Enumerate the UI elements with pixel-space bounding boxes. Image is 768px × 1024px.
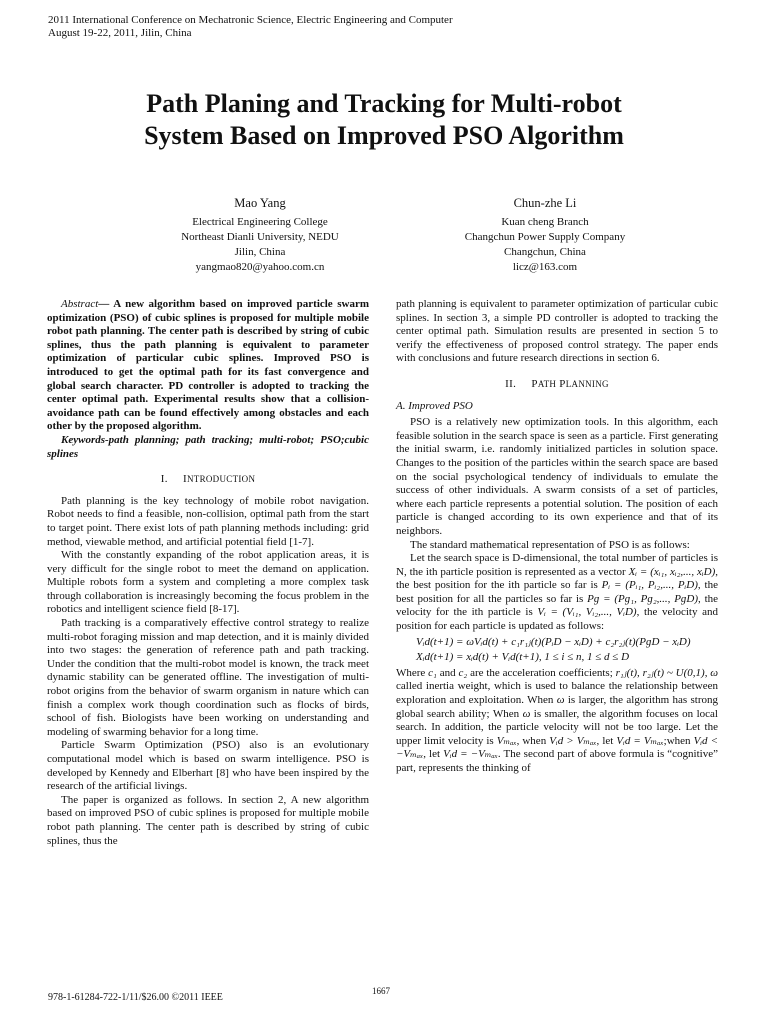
section-heading-path-planning: II. PATH PLANNING [505, 377, 609, 390]
abstract-dash: — [98, 298, 110, 310]
conference-date: August 19-22, 2011, Jilin, China [48, 27, 192, 39]
intro-paragraph: Path tracking is a comparatively effective control strategy to realize multi-robot foraging mission and map detection, and it is mainly divided into two stages: the generation of reference path and path tracking. Under the condition that the multi-robot model is known, the track meet dynamic stability can be generated offline. The investigation of multi-robot origins from the behavior of swarm organism in nature which can finish a complex work though coordination such as flocks of birds, school of fish. Biologists have been working on understanding and modeling of swarming behavior for a long time. [47, 617, 369, 738]
pso-parameter-paragraph: Where c₁ and c₂ are the acceleration coefficients; r₁ⱼ(t), r₂ⱼ(t) ~ U(0,1), ω called inertia weight, which is used to balance the relationship between exploration and exploitation. When ω is larger, the algorithm has strong global search ability; When ω is smaller, the algorithm focuses on local search. In addition, the particle velocity will not be too large. Let the upper limit velocity is Vₘₐₓ, when Vᵢd > Vₘₐₓ, let Vᵢd = Vₘₐₓ;when Vᵢd < −Vₘₐₓ, let Vᵢd = −Vₘₐₓ. The second part of above formula is “cognitive” part, represents the thinking of [396, 666, 719, 774]
author-block-1 [110, 196, 410, 275]
pso-paragraph: PSO is a relatively new optimization tools. In this algorithm, each feasible solution in the search space is seen as a particle. First generating the initial swarm, i.e. randomly initialized particles in solution space. Changes to the position of the particles within the search space are based on the social psychological tendency of individuals to emulate the success of other individuals. A swarm consists of a set of particles, where each particle represents a potential solution. The position of each particle is changed according to its own experience and that of its neighbors. [396, 416, 718, 537]
conference-header [48, 14, 453, 40]
conference-name: 2011 International Conference on Mechatronic Science, Electric Engineering and Computer [48, 14, 453, 26]
author-email[interactable]: licz@163.com [512, 261, 578, 273]
author-email[interactable]: yangmao820@yahoo.com.cn [195, 261, 325, 273]
author-block-2 [395, 196, 695, 275]
velocity-update-equation: Vᵢd(t+1) = ωVᵢd(t) + c₁r₁ⱼ(t)(PᵢD − xᵢD) + c₂r₂ⱼ(t)(PɡD − xᵢD) [416, 635, 691, 648]
velocity-vector: Vᵢ = (Vᵢ₁, Vᵢ₂,..., VᵢD) [537, 606, 637, 619]
author-city: Changchun, China [504, 246, 586, 258]
intro-paragraph: With the constantly expanding of the robot application areas, it is very difficult for the single robot to meet the demand on application. Multiple robots form a system and completing a more complex task through collaboration is increasingly becoming the focus problem in the robotics and intelligent science field [8-17]. [47, 549, 369, 616]
intro-paragraph: Particle Swarm Optimization (PSO) also is an evolutionary computational model which is based on swarm intelligence. PSO is developed by Kennedy and Elberhart [8] who have been inspired by the research of the artificial livings. [47, 739, 369, 793]
page-number: 1667 [372, 986, 390, 996]
intro-paragraph: The paper is organized as follows. In section 2, A new algorithm based on improved PSO of cubic splines is proposed for multiple mobile robot path planning. The center path is described by string of cubic splines, thus the [47, 793, 369, 847]
global-best-vector: Pɡ = (Pɡ₁, Pɡ₂,..., PɡD) [587, 592, 699, 605]
intro-continuation: path planning is equivalent to parameter optimization of particular cubic splines. In section 3, a simple PD controller is adopted to tracking the center optimal path. Simulation results are presented in section 5 to verify the effectiveness of proposed control strategy. The paper ends with conclusions and future research directions in section 6. [396, 298, 718, 365]
author-affiliation: Electrical Engineering College [192, 216, 328, 228]
author-city: Jilin, China [234, 246, 286, 258]
author-institution: Northeast Dianli University, NEDU [181, 231, 339, 243]
keywords: Keywords-path planning; path tracking; multi-robot; PSO;cubic splines [47, 433, 369, 460]
pso-paragraph: The standard mathematical representation of PSO is as follows: [410, 538, 690, 551]
left-column [47, 298, 369, 848]
section-heading-introduction: I. INTRODUCTION [160, 473, 256, 486]
personal-best-vector: Pᵢ = (Pᵢ₁, Pᵢ₂,..., PᵢD) [601, 579, 698, 592]
intro-paragraph: Path planning is the key technology of mobile robot navigation. Robot needs to find a feasible, non-collision, optimal path from the start to target point. There exist lots of path planning methods including: grid method, viewable method, and artificial potential field [1-7]. [47, 494, 369, 548]
paper-title [40, 88, 728, 152]
pso-definition-paragraph: Let the search space is D-dimensional, the total number of particles is N, the ith particle position is represented as a vector Xᵢ = (xᵢ₁, xᵢ₂,..., xᵢD), the best position for the ith particle so far is Pᵢ = (Pᵢ₁, Pᵢ₂,..., PᵢD), the best position for all the particles so far is Pɡ = (Pɡ₁, Pɡ₂,..., PɡD), the velocity for the ith particle is Vᵢ = (Vᵢ₁, Vᵢ₂,..., VᵢD), the velocity and position for each particle is updated as follows: [396, 552, 719, 633]
position-vector: Xᵢ = (xᵢ₁, xᵢ₂,..., xᵢD) [628, 565, 716, 578]
author-affiliation: Kuan cheng Branch [501, 216, 589, 228]
subsection-heading: A. Improved PSO [396, 399, 473, 412]
abstract [47, 298, 369, 434]
author-name: Chun-zhe Li [513, 196, 577, 210]
position-update-equation: Xᵢd(t+1) = xᵢd(t) + Vᵢd(t+1), 1 ≤ i ≤ n, 1 ≤ d ≤ D [416, 651, 630, 664]
abstract-label: Abstract [61, 298, 99, 310]
abstract-text: A new algorithm based on improved particle swarm optimization (PSO) of cubic splines is proposed for multiple mobile robot path planning. The center path is described by string of cubic splines, thus the path planning is equivalent to parameter optimization of particular cubic splines. Improved PSO is introduced to get the optimal path for its fast convergence and global search character. PD controller is adopted to tracking the center optimal path. Experimental results show that a collision-avoidance path can be found effectively among obstacles and each other by the proposed algorithm. [47, 298, 369, 433]
author-name: Mao Yang [234, 196, 286, 210]
author-institution: Changchun Power Supply Company [464, 231, 626, 243]
right-column [396, 298, 718, 776]
title-line-2: System Based on Improved PSO Algorithm [144, 121, 624, 150]
title-line-1: Path Planing and Tracking for Multi-robot [146, 89, 622, 118]
copyright-footer: 978-1-61284-722-1/11/$26.00 ©2011 IEEE [48, 992, 223, 1003]
